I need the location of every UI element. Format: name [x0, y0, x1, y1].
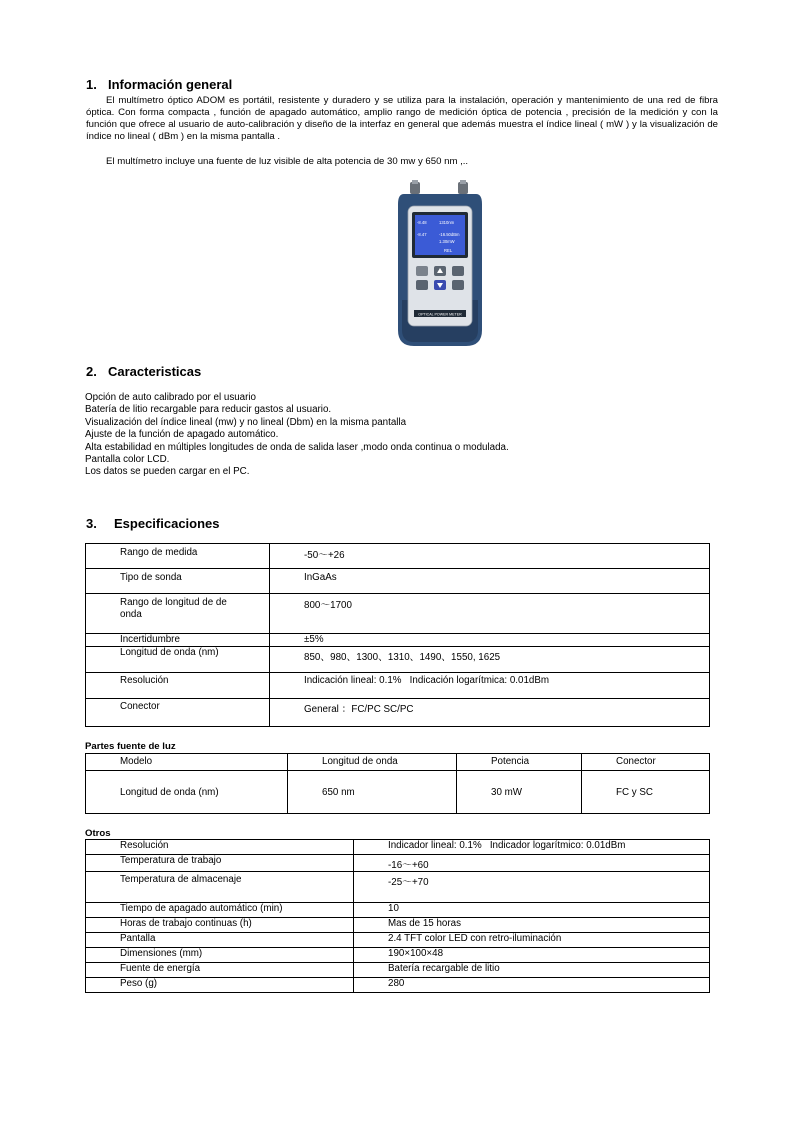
spec-value: 800～1700 [270, 594, 710, 634]
list-item: Ajuste de la función de apagado automático. [85, 429, 279, 441]
others-table [85, 839, 710, 993]
spec-value: 850、980、1300、1310、1490、1550, 1625 [270, 647, 710, 673]
column-header: Conector [582, 754, 710, 771]
other-label: Resolución [86, 840, 354, 855]
section-title: Caracteristicas [108, 364, 202, 379]
spec-value: Indicación lineal: 0.1% Indicación logarítmica: 0.01dBm [270, 673, 710, 699]
light-source-table [85, 753, 710, 814]
other-value: Indicador lineal: 0.1% Indicador logarítmico: 0.01dBm [354, 840, 710, 855]
table-row [86, 840, 710, 855]
section-number: 3. [86, 516, 97, 531]
list-item: Batería de litio recargable para reducir gastos al usuario. [85, 404, 332, 416]
section-heading-general [86, 77, 232, 92]
others-title: Otros [85, 828, 111, 839]
table-row [86, 918, 710, 933]
table-row [86, 771, 710, 814]
device-label: OPTICAL POWER METER [418, 312, 462, 317]
section-title: Especificaciones [114, 516, 220, 531]
list-item: Visualización del índice lineal (mw) y no lineal (Dbm) en la misma pantalla [85, 416, 407, 428]
screen-line-5: 1.30mW [439, 239, 455, 244]
spec-value: InGaAs [270, 569, 710, 594]
features-list [85, 392, 509, 479]
other-label: Pantalla [86, 933, 354, 948]
spec-value: -50～+26 [270, 544, 710, 569]
table-row [86, 673, 710, 699]
list-item: Alta estabilidad en múltiples longitudes de onda de salida laser ,modo onda continua o modulada. [85, 441, 509, 453]
table-row [86, 544, 710, 569]
section-number: 2. [86, 364, 97, 379]
other-value: -25～+70 [354, 872, 710, 903]
optical-power-meter-image [394, 180, 486, 348]
other-value: 10 [354, 903, 710, 918]
table-row [86, 855, 710, 872]
spec-label: Incertidumbre [86, 634, 270, 647]
table-row [86, 948, 710, 963]
table-row [86, 647, 710, 673]
list-item: Opción de auto calibrado por el usuario [85, 392, 257, 403]
table-row [86, 634, 710, 647]
table-row [86, 903, 710, 918]
screen-line-1: -8.48 [417, 220, 427, 225]
section-heading-features [86, 364, 201, 379]
specs-table [85, 543, 710, 727]
table-cell: Longitud de onda (nm) [86, 771, 288, 814]
other-value: 2.4 TFT color LED con retro-iluminación [354, 933, 710, 948]
column-header: Potencia [457, 754, 582, 771]
list-item: Pantalla color LCD. [85, 454, 170, 466]
table-row [86, 699, 710, 727]
screen-line-2: 1310nm [439, 220, 455, 225]
other-label: Peso (g) [86, 978, 354, 993]
table-row [86, 594, 710, 634]
other-label: Fuente de energía [86, 963, 354, 978]
column-header: Modelo [86, 754, 288, 771]
section-heading-specs [86, 516, 220, 531]
table-row [86, 872, 710, 903]
other-label: Dimensiones (mm) [86, 948, 354, 963]
table-cell: FC y SC [582, 771, 710, 814]
table-cell: 30 mW [457, 771, 582, 814]
table-row [86, 963, 710, 978]
screen-line-4: -16.50dBm [439, 232, 460, 237]
table-row [86, 978, 710, 993]
other-value: Batería recargable de litio [354, 963, 710, 978]
table-row [86, 754, 710, 771]
table-cell: 650 nm [288, 771, 457, 814]
section-title: Información general [108, 77, 233, 92]
column-header: Longitud de onda [288, 754, 457, 771]
spec-label: Tipo de sonda [86, 569, 270, 594]
list-item: Los datos se pueden cargar en el PC. [85, 466, 250, 478]
section-number: 1. [86, 77, 97, 92]
general-paragraph-2: El multímetro incluye una fuente de luz visible de alta potencia de 30 mw y 650 nm ,.. [106, 156, 469, 167]
other-value: -16～+60 [354, 855, 710, 872]
other-label: Tiempo de apagado automático (min) [86, 903, 354, 918]
spec-value: ±5% [270, 634, 710, 647]
other-value: Mas de 15 horas [354, 918, 710, 933]
general-paragraph-1: El multímetro óptico ADOM es portátil, resistente y duradero y se utiliza para la instalación, operación y mantenimiento de una red de fibra óptica. Con forma compacta , función de apagado automático, amplio rango de medición óptica de potencia , precisión de la medición y con la función que ofrece al usuario de auto-calibración y diseño de la interfaz en general que además muestra el índice lineal ( mW ) y la visualización de índice no lineal ( dBm ) en la misma pantalla . [86, 95, 718, 142]
spec-label: Resolución [86, 673, 270, 699]
light-source-title: Partes fuente de luz [85, 741, 176, 752]
other-label: Horas de trabajo continuas (h) [86, 918, 354, 933]
spec-label: Rango de longitud de de onda [86, 594, 270, 634]
spec-label: Longitud de onda (nm) [86, 647, 270, 673]
screen-line-3: -8.47 [417, 232, 427, 237]
table-row [86, 569, 710, 594]
spec-value: General ：FC/PC SC/PC [270, 699, 710, 727]
other-value: 190×100×48 [354, 948, 710, 963]
spec-label: Rango de medida [86, 544, 270, 569]
other-label: Temperatura de almacenaje [86, 872, 354, 903]
spec-label: Conector [86, 699, 270, 727]
screen-line-6: REL [444, 248, 453, 253]
table-row [86, 933, 710, 948]
other-label: Temperatura de trabajo [86, 855, 354, 872]
other-value: 280 [354, 978, 710, 993]
